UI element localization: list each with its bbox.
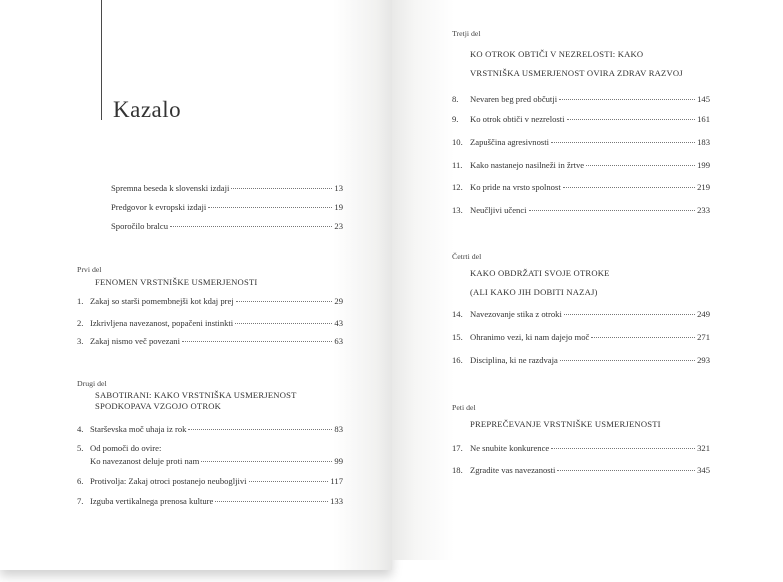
toc-entry[interactable]: Predgovor k evropski izdaji 19 [111,202,343,212]
dot-leader [170,226,332,227]
dot-leader [557,470,695,471]
toc-entry[interactable]: 9. Ko otrok obtiči v nezrelosti 161 [452,114,710,124]
part-title: KO OTROK OBTIČI V NEZRELOSTI: KAKO [470,49,644,59]
dot-leader [551,142,695,143]
toc-entry[interactable]: 13. Neučljivi učenci 233 [452,205,710,215]
dot-leader [564,314,695,315]
dot-leader [236,301,333,302]
part-title: KAKO OBDRŽATI SVOJE OTROKE [470,268,610,278]
dot-leader [201,461,332,462]
part-title: VRSTNIŠKA USMERJENOST OVIRA ZDRAV RAZVOJ [470,68,683,78]
dot-leader [560,360,695,361]
toc-entry[interactable]: 10. Zapuščina agresivnosti 183 [452,137,710,147]
toc-entry[interactable]: 15. Ohranimo vezi, ki nam dajejo moč 271 [452,332,710,342]
toc-entry[interactable]: 4. Starševska moč uhaja iz rok 83 [77,424,343,434]
vertical-rule [101,0,102,120]
dot-leader [567,119,696,120]
toc-entry[interactable]: 11. Kako nastanejo nasilneži in žrtve 199 [452,160,710,170]
dot-leader [529,210,696,211]
part-label: Prvi del [77,265,102,274]
toc-entry[interactable]: Ko navezanost deluje proti nam 99 [90,456,343,466]
part-title: SPODKOPAVA VZGOJO OTROK [95,401,222,411]
dot-leader [591,337,695,338]
toc-entry[interactable]: 12. Ko pride na vrsto spolnost 219 [452,182,710,192]
part-label: Peti del [452,403,476,412]
dot-leader [235,323,332,324]
part-label: Četrti del [452,252,482,261]
toc-entry[interactable]: 7. Izguba vertikalnega prenosa kulture 133 [77,496,343,506]
dot-leader [559,99,695,100]
toc-entry[interactable]: 14. Navezovanje stika z otroki 249 [452,309,710,319]
dot-leader [563,187,695,188]
part-title: FENOMEN VRSTNIŠKE USMERJENOSTI [95,277,258,287]
dot-leader [249,481,329,482]
toc-entry[interactable]: Spremna beseda k slovenski izdaji 13 [111,183,343,193]
toc-entry[interactable]: 17. Ne snubite konkurence 321 [452,443,710,453]
dot-leader [551,448,695,449]
toc-entry[interactable]: 8. Nevaren beg pred občutji 145 [452,94,710,104]
dot-leader [586,165,695,166]
right-page [392,0,783,560]
toc-entry[interactable]: 16. Disciplina, ki ne razdvaja 293 [452,355,710,365]
toc-entry[interactable]: 2. Izkrivljena navezanost, popačeni instinkti 43 [77,318,343,328]
left-page [0,0,392,570]
part-label: Drugi del [77,379,107,388]
part-title: (ALI KAKO JIH DOBITI NAZAJ) [470,287,598,297]
part-title: SABOTIRANI: KAKO VRSTNIŠKA USMERJENOST [95,390,297,400]
toc-entry[interactable]: Sporočilo bralcu 23 [111,221,343,231]
dot-leader [215,501,328,502]
toc-entry[interactable]: 6. Protivolja: Zakaj otroci postanejo neubogljivi 117 [77,476,343,486]
page-title: Kazalo [113,97,182,122]
part-label: Tretji del [452,29,481,38]
dot-leader [188,429,332,430]
toc-entry[interactable]: 1. Zakaj so starši pomembnejši kot kdaj prej 29 [77,296,343,306]
part-title: PREPREČEVANJE VRSTNIŠKE USMERJENOSTI [470,419,661,429]
dot-leader [208,207,332,208]
toc-entry-first-line[interactable]: 5. Od pomoči do ovire: [77,443,162,453]
toc-entry[interactable]: 3. Zakaj nismo več povezani 63 [77,336,343,346]
dot-leader [231,188,332,189]
toc-entry[interactable]: 18. Zgradite vas navezanosti 345 [452,465,710,475]
dot-leader [182,341,332,342]
